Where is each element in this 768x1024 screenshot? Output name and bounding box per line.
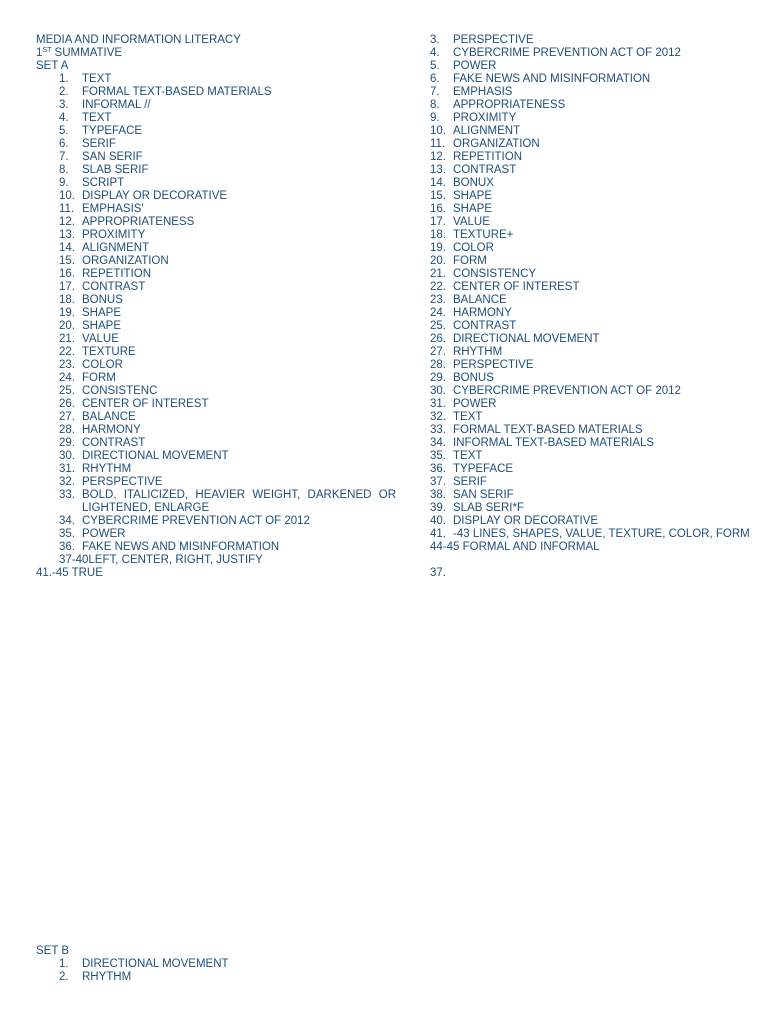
item-number: 29. [59, 437, 75, 449]
item-text: SHAPE [82, 307, 121, 319]
item-number: 36. [59, 541, 75, 553]
set-a-range-answer: 37-40LEFT, CENTER, RIGHT, JUSTIFY [59, 554, 263, 566]
item-text: TEXT [453, 450, 483, 462]
item-number: 5. [59, 125, 69, 137]
item-number: 34. [59, 515, 75, 527]
item-number: 4. [59, 112, 69, 124]
list-item [430, 242, 750, 255]
item-number: 24. [430, 307, 446, 319]
item-text: SLAB SERIF [82, 164, 149, 176]
list-item [430, 47, 750, 60]
list-item [430, 463, 750, 476]
list-item [36, 541, 396, 554]
set-b-answer-list [36, 958, 229, 984]
item-text: SCRIPT [82, 177, 125, 189]
item-number: 35. [430, 450, 446, 462]
item-number: 20. [59, 320, 75, 332]
list-item [430, 112, 750, 125]
item-number: 26. [430, 333, 446, 345]
right-range-answer: 44-45 FORMAL AND INFORMAL [430, 541, 600, 553]
item-number: 3. [59, 99, 69, 111]
item-number: 29. [430, 372, 446, 384]
exam-ordinal-suffix: ST [42, 47, 52, 54]
list-item [430, 398, 750, 411]
list-item [430, 294, 750, 307]
item-text: PERSPECTIVE [453, 359, 534, 371]
item-number: 6. [59, 138, 69, 150]
item-text: DISPLAY OR DECORATIVE [453, 515, 599, 527]
item-text: ORGANIZATION [453, 138, 540, 150]
list-item [430, 99, 750, 112]
item-number: 18. [59, 294, 75, 306]
item-number: 40. [430, 515, 446, 527]
item-text: DIRECTIONAL MOVEMENT [82, 958, 229, 970]
item-text: CONTRAST [453, 164, 517, 176]
item-number: 31. [59, 463, 75, 475]
right-answer-list [430, 34, 750, 541]
item-number: 41. [430, 528, 446, 540]
item-text: SAN SERIF [453, 489, 514, 501]
list-item [36, 307, 396, 320]
item-text: BALANCE [453, 294, 507, 306]
item-text: PROXIMITY [453, 112, 517, 124]
item-text: CONTRAST [82, 281, 146, 293]
list-item [36, 372, 396, 385]
item-text: SLAB SERI*F [453, 502, 524, 514]
item-text: APPROPRIATENESS [453, 99, 566, 111]
list-item [36, 385, 396, 398]
item-text: RHYTHM [82, 971, 132, 983]
right-column [430, 34, 750, 580]
list-item [36, 112, 396, 125]
list-item [430, 255, 750, 268]
list-item [430, 385, 750, 398]
list-item [430, 34, 750, 47]
item-text: DIRECTIONAL MOVEMENT [453, 333, 600, 345]
spacer [430, 554, 750, 567]
item-number: 17. [59, 281, 75, 293]
item-number: 19. [430, 242, 446, 254]
item-text: ALIGNMENT [82, 242, 150, 254]
item-number: 38. [430, 489, 446, 501]
list-item [36, 229, 396, 242]
list-item [430, 528, 750, 541]
item-text: CONSISTENC [82, 385, 158, 397]
list-item [36, 216, 396, 229]
item-number: 30. [59, 450, 75, 462]
item-text: CYBERCRIME PREVENTION ACT OF 2012 [453, 385, 681, 397]
item-text: TEXT [82, 112, 112, 124]
item-number: 1. [59, 958, 69, 970]
list-item [430, 359, 750, 372]
list-item [36, 151, 396, 164]
item-number: 14. [430, 177, 446, 189]
item-number: 17. [430, 216, 446, 228]
item-number: 8. [59, 164, 69, 176]
list-item [36, 476, 396, 489]
item-number: 33. [59, 489, 75, 501]
item-number: 16. [59, 268, 75, 280]
item-text: POWER [453, 398, 497, 410]
item-number: 16. [430, 203, 446, 215]
item-text: TYPEFACE [453, 463, 514, 475]
list-item [36, 359, 396, 372]
item-number: 23. [430, 294, 446, 306]
list-item [430, 411, 750, 424]
item-text: TEXT [82, 73, 112, 85]
item-number: 12. [59, 216, 75, 228]
list-item [36, 424, 396, 437]
list-item [36, 971, 229, 984]
item-number: 32. [59, 476, 75, 488]
item-text: PERSPECTIVE [453, 34, 534, 46]
list-item [36, 164, 396, 177]
item-number: 34. [430, 437, 446, 449]
item-number: 10. [430, 125, 446, 137]
list-item [36, 190, 396, 203]
item-text: VALUE [453, 216, 490, 228]
item-number: 27. [59, 411, 75, 423]
list-item [36, 398, 396, 411]
item-text: EMPHASIS' [82, 203, 144, 215]
item-text: PERSPECTIVE [82, 476, 163, 488]
item-text: BONUS [453, 372, 494, 384]
set-b-section [36, 945, 229, 984]
list-item [430, 73, 750, 86]
list-item [36, 125, 396, 138]
item-text: BALANCE [82, 411, 136, 423]
list-item [36, 255, 396, 268]
list-item [430, 515, 750, 528]
item-number: 28. [59, 424, 75, 436]
item-number: 18. [430, 229, 446, 241]
list-item [36, 528, 396, 541]
item-number: 13. [430, 164, 446, 176]
list-item [36, 99, 396, 112]
list-item [430, 281, 750, 294]
item-number: 5. [430, 60, 440, 72]
item-text: CENTER OF INTEREST [82, 398, 209, 410]
list-item [36, 320, 396, 333]
item-number: 28. [430, 359, 446, 371]
item-text: INFORMAL // [82, 99, 151, 111]
item-number: 15. [59, 255, 75, 267]
item-number: 23. [59, 359, 75, 371]
list-item [36, 437, 396, 450]
item-number: 22. [430, 281, 446, 293]
item-text: FORM [453, 255, 487, 267]
item-text: COLOR [82, 359, 123, 371]
list-item [36, 73, 396, 86]
list-item [430, 216, 750, 229]
item-number: 10. [59, 190, 75, 202]
item-text: TYPEFACE [82, 125, 143, 137]
item-number: 1. [59, 73, 69, 85]
item-text: SHAPE [82, 320, 121, 332]
item-text: CENTER OF INTEREST [453, 281, 580, 293]
list-item [36, 346, 396, 359]
item-text: RHYTHM [453, 346, 503, 358]
list-item [36, 177, 396, 190]
item-text: CONTRAST [453, 320, 517, 332]
item-number: 20. [430, 255, 446, 267]
item-number: 12. [430, 151, 446, 163]
item-text: VALUE [82, 333, 119, 345]
item-number: 19. [59, 307, 75, 319]
exam-label: SUMMATIVE [51, 47, 123, 59]
list-item [430, 125, 750, 138]
list-item [36, 333, 396, 346]
item-text: HARMONY [82, 424, 141, 436]
item-number: 2. [59, 971, 69, 983]
item-number: 30. [430, 385, 446, 397]
list-item [36, 138, 396, 151]
list-item [36, 86, 396, 99]
item-number: 7. [430, 86, 440, 98]
list-item [430, 346, 750, 359]
item-text: PROXIMITY [82, 229, 146, 241]
list-item [430, 229, 750, 242]
list-item [36, 203, 396, 216]
item-text: ALIGNMENT [453, 125, 521, 137]
list-item [36, 489, 396, 515]
list-item [430, 86, 750, 99]
list-item [430, 372, 750, 385]
item-text: TEXTURE+ [453, 229, 514, 241]
set-a-answer-list [36, 73, 396, 554]
item-text: SHAPE [453, 203, 492, 215]
item-text: SAN SERIF [82, 151, 143, 163]
item-text: BOLD, ITALICIZED, HEAVIER WEIGHT, DARKENED OR LIGHTENED, ENLARGE [82, 489, 396, 514]
item-number: 33. [430, 424, 446, 436]
exam-number: 1 [36, 47, 43, 59]
item-number: 27. [430, 346, 446, 358]
item-text: -43 LINES, SHAPES, VALUE, TEXTURE, COLOR, FORM [453, 528, 750, 540]
list-item [430, 151, 750, 164]
item-text: HARMONY [453, 307, 512, 319]
item-text: FAKE NEWS AND MISINFORMATION [82, 541, 280, 553]
document-title: MEDIA AND INFORMATION LITERACY [36, 34, 241, 46]
item-text: CYBERCRIME PREVENTION ACT OF 2012 [453, 47, 681, 59]
item-text: RHYTHM [82, 463, 132, 475]
item-number: 21. [59, 333, 75, 345]
list-item [36, 268, 396, 281]
item-number: 24. [59, 372, 75, 384]
item-text: ORGANIZATION [82, 255, 169, 267]
item-number: 26. [59, 398, 75, 410]
item-text: POWER [453, 60, 497, 72]
item-text: FORMAL TEXT-BASED MATERIALS [82, 86, 272, 98]
item-text: BONUS [82, 294, 123, 306]
item-number: 25. [59, 385, 75, 397]
item-number: 11. [59, 203, 75, 215]
list-item [430, 489, 750, 502]
item-number: 7. [59, 151, 69, 163]
list-item [36, 281, 396, 294]
item-text: FORM [82, 372, 116, 384]
set-b-label: SET B [36, 945, 70, 957]
list-item [430, 190, 750, 203]
list-item [430, 203, 750, 216]
set-a-true-answer: 41.-45 TRUE [36, 567, 103, 579]
item-text: REPETITION [82, 268, 152, 280]
list-item [430, 333, 750, 346]
list-item [430, 138, 750, 151]
left-column [36, 34, 396, 580]
item-number: 36. [430, 463, 446, 475]
item-text: CONSISTENCY [453, 268, 537, 280]
item-number: 9. [59, 177, 69, 189]
list-item [430, 424, 750, 437]
item-text: DISPLAY OR DECORATIVE [82, 190, 228, 202]
item-number: 32. [430, 411, 446, 423]
list-item [430, 502, 750, 515]
item-number: 35. [59, 528, 75, 540]
list-item [36, 463, 396, 476]
item-text: SHAPE [453, 190, 492, 202]
item-text: REPETITION [453, 151, 523, 163]
list-item [430, 437, 750, 450]
item-number: 25. [430, 320, 446, 332]
item-text: FAKE NEWS AND MISINFORMATION [453, 73, 651, 85]
item-text: POWER [82, 528, 126, 540]
item-number: 13. [59, 229, 75, 241]
item-text: SERIF [453, 476, 487, 488]
item-number: 21. [430, 268, 446, 280]
set-a-label: SET A [36, 60, 69, 72]
list-item [36, 515, 396, 528]
right-stray-number: 37. [430, 567, 446, 579]
item-text: INFORMAL TEXT-BASED MATERIALS [453, 437, 655, 449]
item-text: SERIF [82, 138, 116, 150]
item-number: 11. [430, 138, 446, 150]
item-number: 2. [59, 86, 69, 98]
list-item [430, 268, 750, 281]
list-item [430, 476, 750, 489]
list-item [430, 177, 750, 190]
item-number: 14. [59, 242, 75, 254]
list-item [36, 294, 396, 307]
list-item [430, 320, 750, 333]
item-number: 37. [430, 476, 446, 488]
item-number: 8. [430, 99, 440, 111]
item-number: 6. [430, 73, 440, 85]
list-item [430, 60, 750, 73]
item-text: CONTRAST [82, 437, 146, 449]
list-item [430, 307, 750, 320]
item-text: APPROPRIATENESS [82, 216, 195, 228]
item-number: 22. [59, 346, 75, 358]
item-number: 31. [430, 398, 446, 410]
item-number: 4. [430, 47, 440, 59]
item-text: TEXTURE [82, 346, 136, 358]
exam-title [36, 47, 396, 60]
item-text: CYBERCRIME PREVENTION ACT OF 2012 [82, 515, 310, 527]
list-item [430, 164, 750, 177]
item-text: BONUX [453, 177, 494, 189]
item-number: 9. [430, 112, 440, 124]
item-text: COLOR [453, 242, 494, 254]
item-number: 39. [430, 502, 446, 514]
list-item [36, 242, 396, 255]
list-item [36, 958, 229, 971]
item-text: DIRECTIONAL MOVEMENT [82, 450, 229, 462]
item-text: TEXT [453, 411, 483, 423]
item-text: EMPHASIS [453, 86, 513, 98]
list-item [36, 450, 396, 463]
item-text: FORMAL TEXT-BASED MATERIALS [453, 424, 643, 436]
item-number: 15. [430, 190, 446, 202]
list-item [430, 450, 750, 463]
list-item [36, 411, 396, 424]
item-number: 3. [430, 34, 440, 46]
